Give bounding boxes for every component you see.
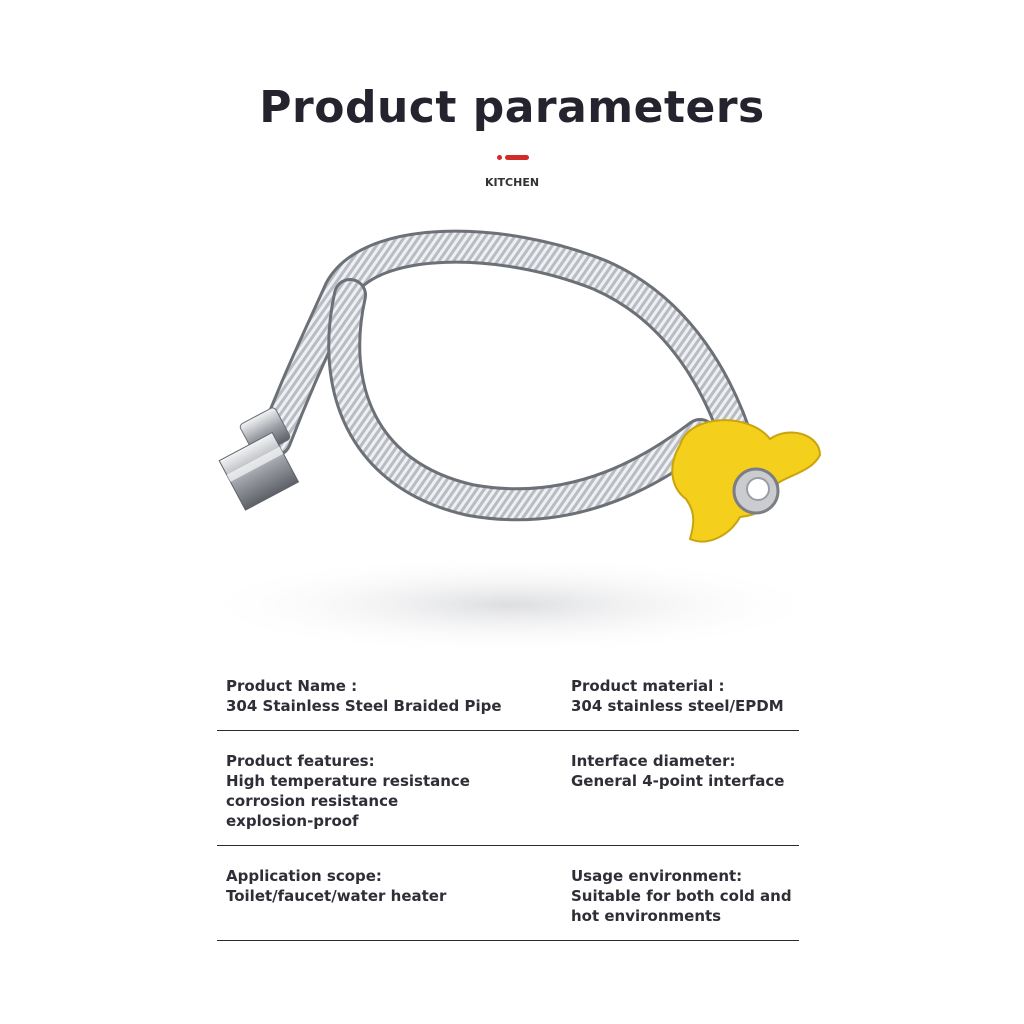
spec-product-features — [226, 751, 571, 830]
spec-product-name — [226, 676, 571, 715]
spec-value: Suitable for both cold and — [571, 887, 792, 905]
spec-value: General 4-point interface — [571, 772, 785, 790]
spec-application-scope — [226, 866, 571, 922]
spec-label: Application scope: — [226, 867, 382, 885]
spec-product-material — [571, 676, 799, 715]
accent-dot — [497, 155, 502, 160]
spec-label: Product Name : — [226, 677, 358, 695]
spec-value: Toilet/faucet/water heater — [226, 887, 447, 905]
braided-hose-image — [180, 215, 840, 655]
spec-label: Product material : — [571, 677, 725, 695]
spec-table — [217, 668, 799, 941]
page-title: Product parameters — [259, 82, 765, 133]
spec-value: 304 stainless steel/EPDM — [571, 697, 784, 715]
spec-label: Interface diameter: — [571, 752, 736, 770]
accent-bar — [505, 155, 529, 160]
spec-label: Product features: — [226, 752, 375, 770]
spec-value: corrosion resistance — [226, 792, 399, 810]
spec-value: explosion-proof — [226, 812, 359, 830]
spec-usage-environment — [571, 866, 799, 925]
spec-value: High temperature resistance — [226, 772, 470, 790]
accent-mark — [497, 155, 529, 160]
spec-row — [217, 668, 799, 731]
category-label: KITCHEN — [484, 176, 540, 189]
spec-label: Usage environment: — [571, 867, 743, 885]
spec-interface-diameter — [571, 751, 799, 827]
spec-value: hot environments — [571, 907, 722, 925]
spec-row — [217, 731, 799, 846]
spec-value: 304 Stainless Steel Braided Pipe — [226, 697, 502, 715]
spec-row — [217, 846, 799, 941]
